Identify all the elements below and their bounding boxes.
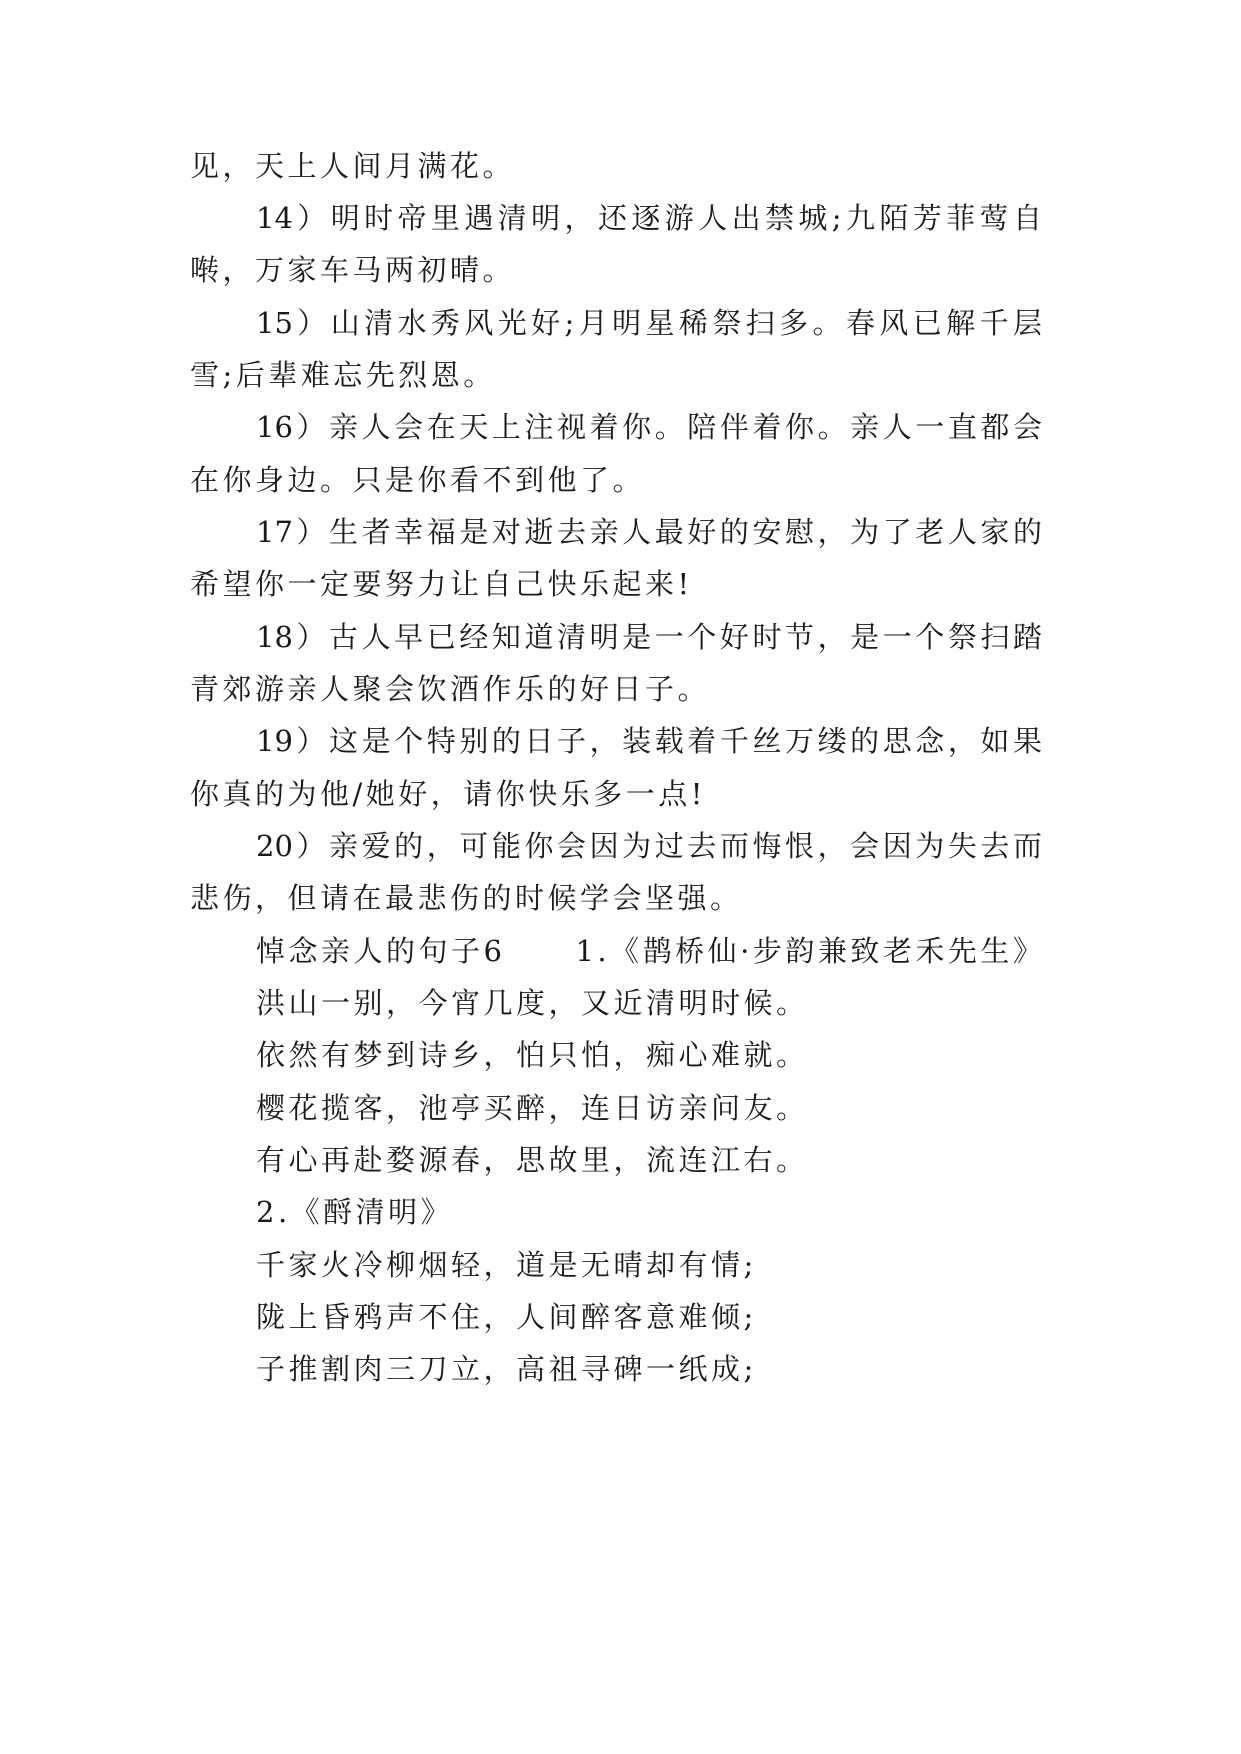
text-line: 18）古人早已经知道清明是一个好时节，是一个祭扫踏 [256,620,1042,654]
poem-line: 洪山一别，今宵几度，又近清明时候。 [256,986,809,1020]
poem-line: 子推割肉三刀立，高祖寻碑一纸成; [256,1352,757,1386]
text-line: 雪;后辈难忘先烈恩。 [190,358,496,392]
text-line: 希望你一定要努力让自己快乐起来! [190,567,693,601]
text-line: 17）生者幸福是对逝去亲人最好的安慰，为了老人家的 [256,515,1042,549]
section-heading: 悼念亲人的句子6 [256,934,506,968]
text-line: 15）山清水秀风光好;月明星稀祭扫多。春风已解千层 [256,306,1042,340]
text-line: 啭，万家车马两初晴。 [190,253,516,287]
text-line: 见，天上人间月满花。 [190,149,516,183]
text-line: 你真的为他/她好，请你快乐多一点! [190,777,706,811]
poem2-title: 2.《酹清明》 [256,1195,454,1229]
poem-line: 依然有梦到诗乡，怕只怕，痴心难就。 [256,1038,809,1072]
text-line: 在你身边。只是你看不到他了。 [190,463,646,497]
text-line: 16）亲人会在天上注视着你。陪伴着你。亲人一直都会 [256,410,1042,444]
poem-line: 千家火冷柳烟轻，道是无晴却有情; [256,1248,757,1282]
text-line: 20）亲爱的，可能你会因为过去而悔恨，会因为失去而 [256,829,1042,863]
text-line: 19）这是个特别的日子，装载着千丝万缕的思念，如果 [256,724,1042,758]
poem1-title: 1.《鹊桥仙·步韵兼致老禾先生》 [575,934,1046,968]
text-line: 14）明时帝里遇清明，还逐游人出禁城;九陌芳菲莺自 [256,201,1042,235]
poem-line: 陇上昏鸦声不住，人间醉客意难倾; [256,1300,757,1334]
text-line: 悲伤，但请在最悲伤的时候学会坚强。 [190,881,743,915]
text-line: 青郊游亲人聚会饮酒作乐的好日子。 [190,672,711,706]
section-heading-line [256,934,1046,968]
poem-line: 有心再赴婺源春，思故里，流连江右。 [256,1143,809,1177]
poem-line: 樱花揽客，池亭买醉，连日访亲问友。 [256,1091,809,1125]
